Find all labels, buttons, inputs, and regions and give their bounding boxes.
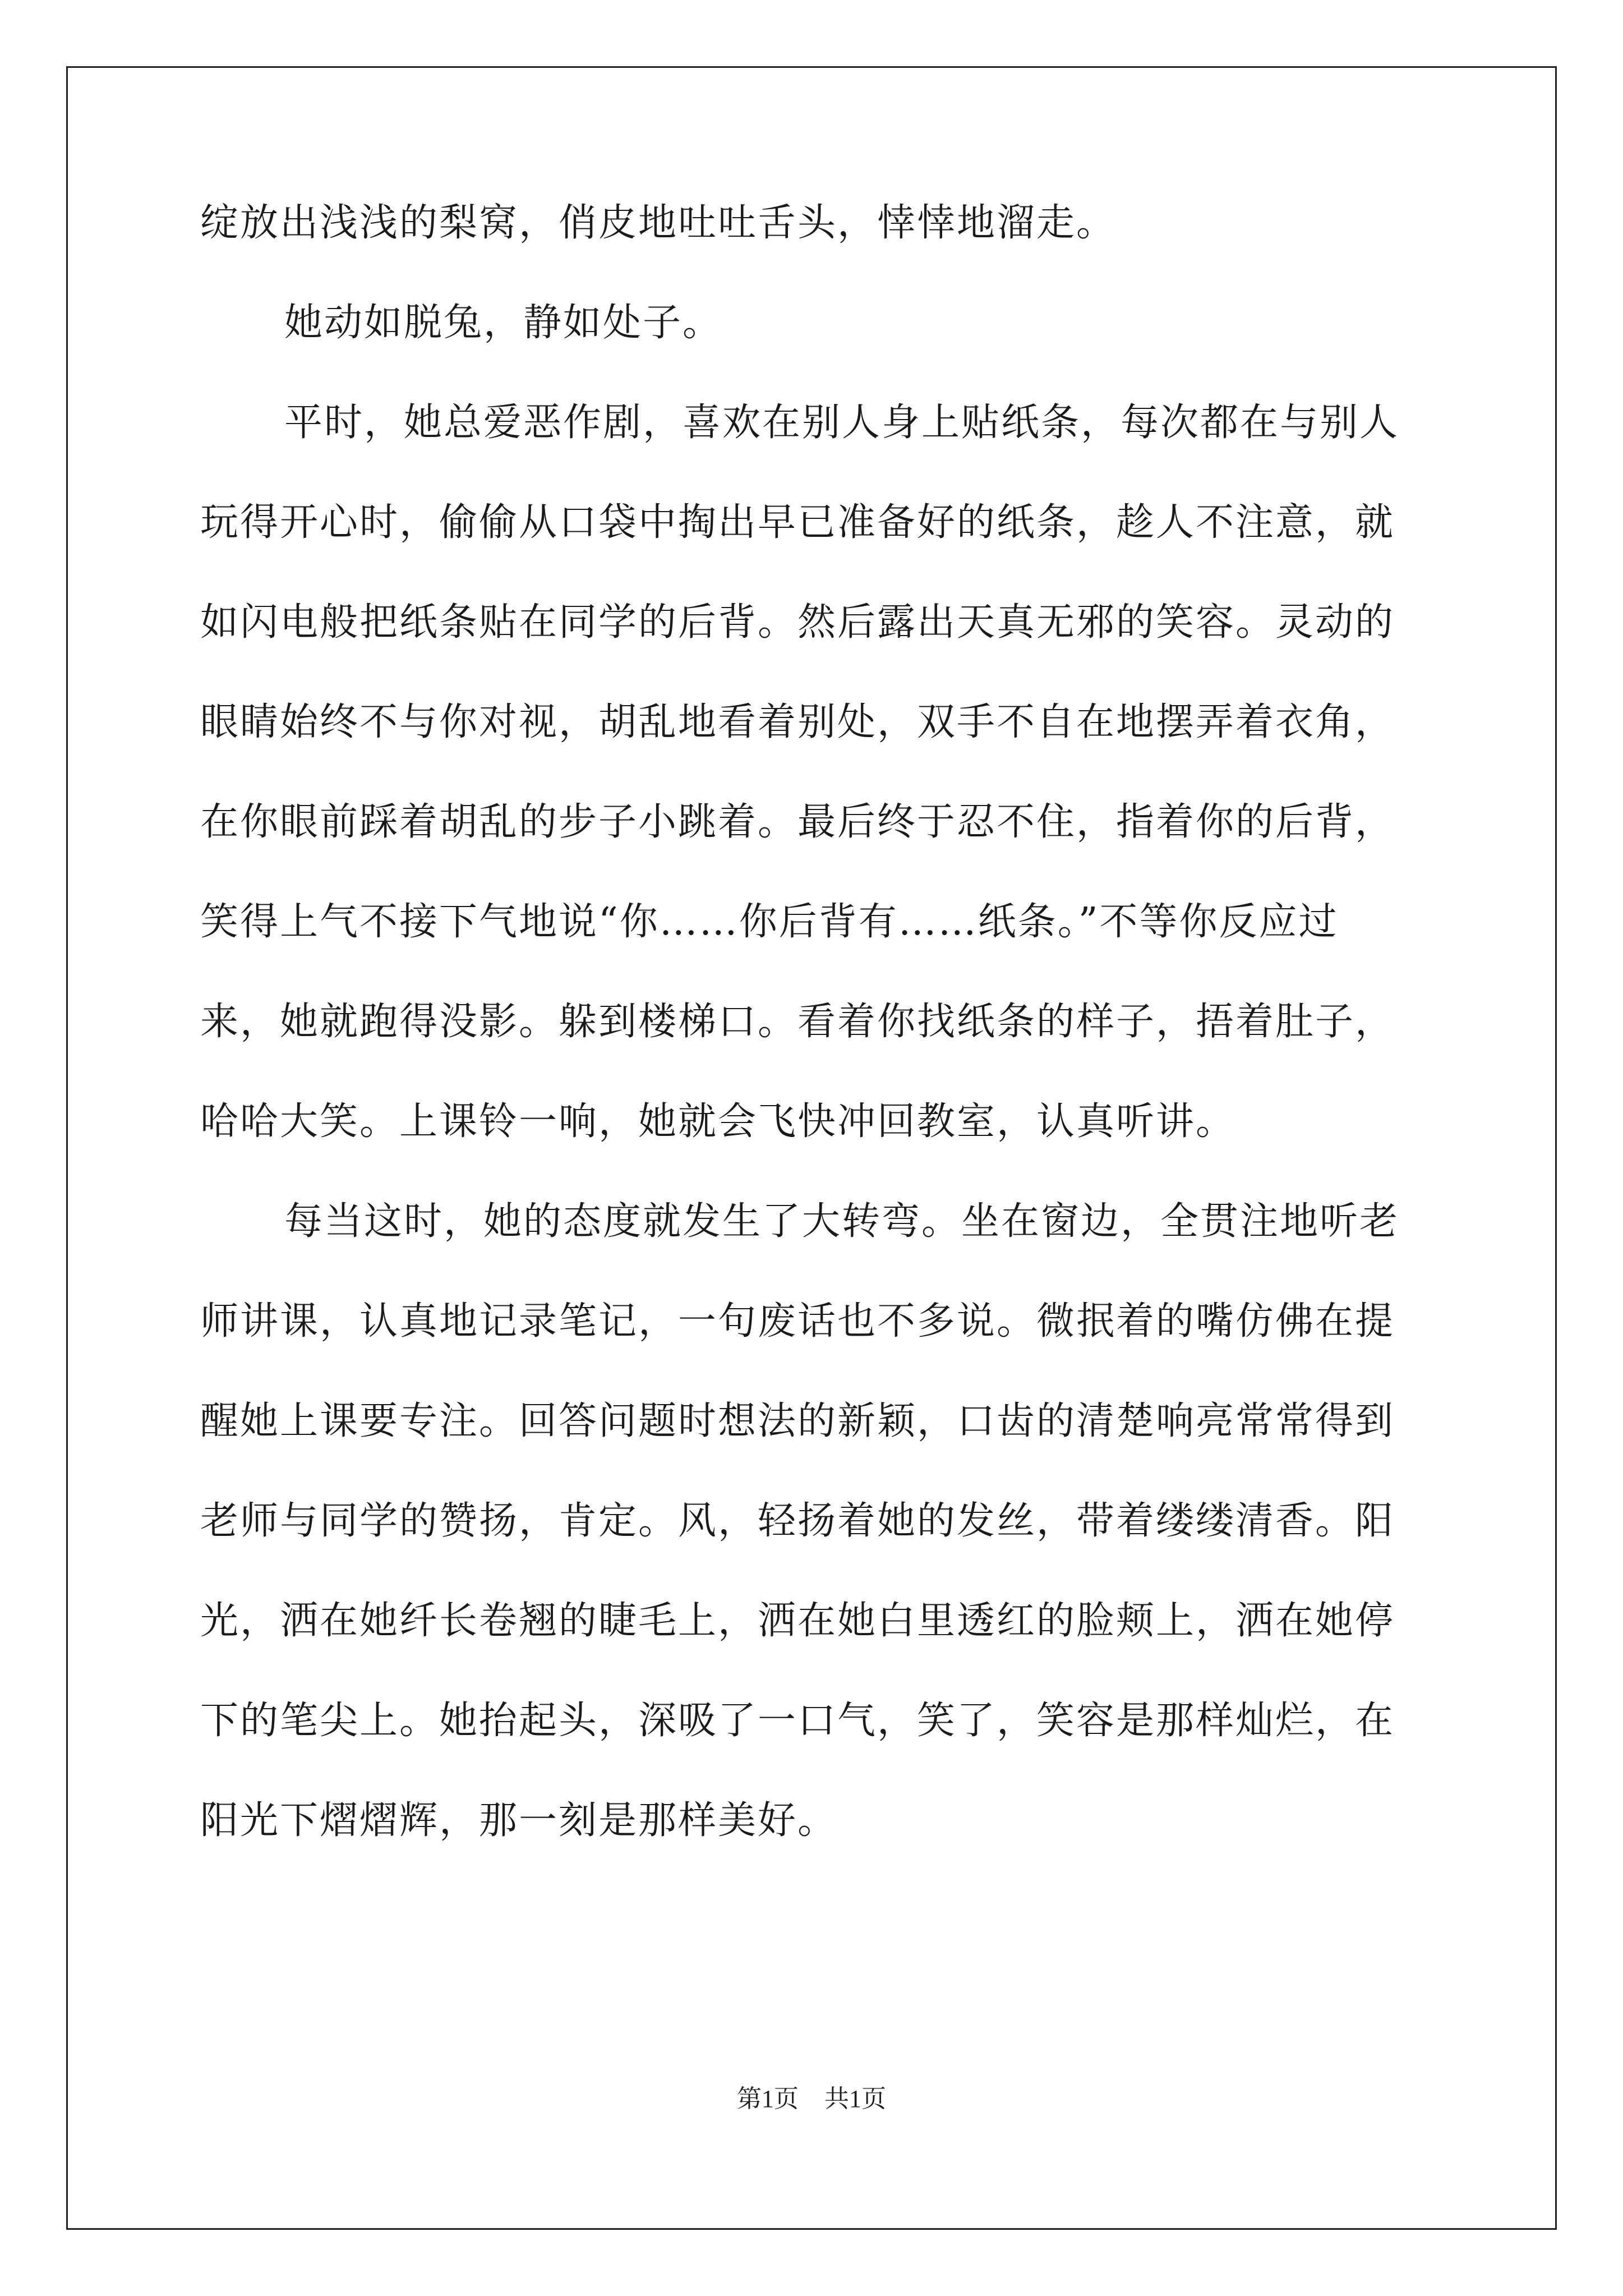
text-line: 平时，她总爱恶作剧，喜欢在别人身上贴纸条，每次都在与别人: [284, 401, 1400, 445]
paragraph: [200, 196, 1434, 250]
text-line: 眼睛始终不与你对视，胡乱地看着别处，双手不自在地摆弄着衣角，: [200, 700, 1395, 744]
text-line: 哈哈大笑。上课铃一响，她就会飞快冲回教室，认真听讲。: [200, 1099, 1236, 1144]
text-line: 每当这时，她的态度就发生了大转弯。坐在窗边，全贯注地听老: [284, 1199, 1400, 1244]
text-line: 在你眼前踩着胡乱的步子小跳着。最后终于忍不住，指着你的后背，: [200, 800, 1395, 844]
paragraph: [200, 296, 1434, 350]
text-line: 醒她上课要专注。回答问题时想法的新颖，口齿的清楚响亮常常得到: [200, 1399, 1395, 1443]
text-line: 绽放出浅浅的梨窝，俏皮地吐吐舌头，悻悻地溜走。: [200, 201, 1117, 245]
text-line: 她动如脱兔，静如处子。: [284, 301, 723, 345]
document-body: [200, 196, 1434, 1894]
page-number: 第1页: [737, 2085, 799, 2113]
paragraph: [200, 1195, 1434, 1848]
text-line: 光，洒在她纤长卷翘的睫毛上，洒在她白里透红的脸颊上，洒在她停: [200, 1599, 1395, 1643]
page-total: 共1页: [824, 2085, 886, 2113]
text-line: 来，她就跑得没影。躲到楼梯口。看着你找纸条的样子，捂着肚子，: [200, 1000, 1395, 1044]
text-line: 老师与同学的赞扬，肯定。风，轻扬着她的发丝，带着缕缕清香。阳: [200, 1499, 1395, 1543]
text-line: 如闪电般把纸条贴在同学的后背。然后露出天真无邪的笑容。灵动的: [200, 600, 1395, 645]
text-line: 师讲课，认真地记录笔记，一句废话也不多说。微抿着的嘴仿佛在提: [200, 1299, 1395, 1343]
paragraph: [200, 396, 1434, 1149]
text-line: 阳光下熠熠辉，那一刻是那样美好。: [200, 1798, 838, 1843]
text-line: 下的笔尖上。她抬起头，深吸了一口气，笑了，笑容是那样灿烂，在: [200, 1699, 1395, 1743]
text-line: 笑得上气不接下气地说“你……你后背有……纸条。”不等你反应过: [200, 900, 1339, 944]
text-line: 玩得开心时，偷偷从口袋中掏出早已准备好的纸条，趁人不注意，就: [200, 500, 1395, 545]
page-footer: [0, 2082, 1623, 2116]
